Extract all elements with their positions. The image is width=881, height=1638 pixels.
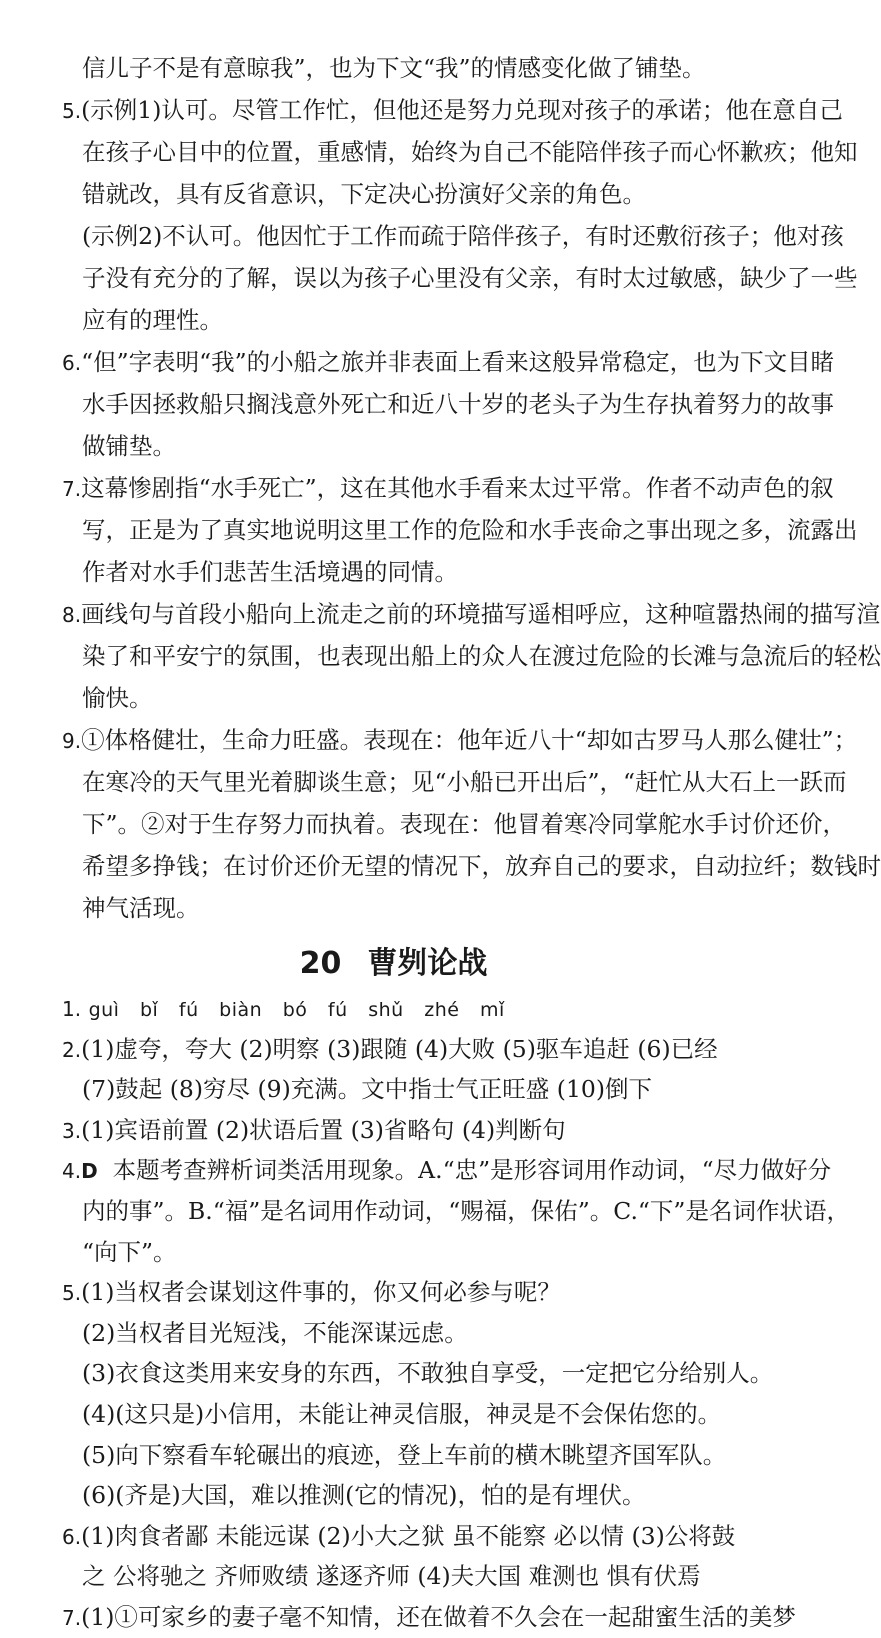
text-line: (2)当权者目光短浅，不能深谋远虑。 (82, 1319, 468, 1347)
answer-4-line (62, 1150, 832, 1190)
text-line: 染了和平安宁的氛围，也表现出船上的众人在渡过危险的长滩与急流后的轻松 (82, 642, 881, 670)
question-number: 9. (62, 729, 82, 753)
text-line: (6)(齐是)大国，难以推测(它的情况)，怕的是有埋伏。 (82, 1481, 646, 1509)
question-number: 8. (62, 603, 82, 627)
text: (示例1)认可。尽管工作忙，但他还是努力兑现对孩子的承诺；他在意自己 (81, 96, 843, 124)
question-number: 1. (62, 997, 82, 1021)
text-line: 神气活现。 (82, 894, 200, 922)
answer-letter: D (81, 1159, 98, 1183)
question-number: 2. (62, 1038, 82, 1062)
text: 本题考查辨析词类活用现象。A.“忠”是形容词用作动词，“尽力做好分 (112, 1156, 832, 1184)
answer-6-line (62, 1516, 757, 1556)
text-line: 在孩子心目中的位置，重感情，始终为自己不能陪伴孩子而心怀歉疚；他知 (82, 138, 858, 166)
answer-1-line (62, 988, 757, 1028)
text-line: 做铺垫。 (82, 432, 176, 460)
text-line: 内的事”。B.“福”是名词用作动词，“赐福，保佑”。C.“下”是名词作状语， (82, 1197, 850, 1225)
question-number: 7. (62, 1606, 82, 1630)
answer-8-line (62, 594, 881, 634)
answer-6-line (62, 342, 835, 382)
text: “但”字表明“我”的小船之旅并非表面上看来这般异常稳定，也为下文目睹 (81, 348, 835, 376)
text-line: 信儿子不是有意晾我”，也为下文“我”的情感变化做了铺垫。 (82, 54, 706, 82)
text-line: 之 公将驰之 齐师败绩 遂逐齐师 (4)夫大国 难测也 惧有伏焉 (82, 1562, 701, 1590)
section-number: 20 (299, 946, 342, 981)
text-line: “向下”。 (82, 1238, 177, 1266)
answer-3-line (62, 1110, 757, 1150)
question-number: 3. (62, 1119, 82, 1143)
text: (1)宾语前置 (2)状语后置 (3)省略句 (4)判断句 (81, 1116, 566, 1144)
text-line: 错就改，具有反省意识，下定决心扮演好父亲的角色。 (82, 180, 646, 208)
text-line: (5)向下察看车轮碾出的痕迹，登上车前的横木眺望齐国军队。 (82, 1441, 727, 1469)
text-line: (示例2)不认可。他因忙于工作而疏于陪伴孩子，有时还敷衍孩子；他对孩 (82, 222, 844, 250)
question-number: 7. (62, 477, 82, 501)
text-line: (7)鼓起 (8)穷尽 (9)充满。文中指士气正旺盛 (10)倒下 (82, 1075, 653, 1103)
section-name: 曹刿论战 (367, 946, 488, 981)
question-number: 4. (62, 1159, 82, 1183)
answer-5-line (62, 90, 843, 130)
text-line: (3)衣食这类用来安身的东西，不敢独自享受，一定把它分给别人。 (82, 1359, 774, 1387)
answer-2-line (62, 1029, 757, 1069)
answer-7-line (62, 1597, 796, 1637)
text-line: 希望多挣钱；在讨价还价无望的情况下，放弃自己的要求，自动拉纤；数钱时 (82, 852, 881, 880)
answer-5-line (62, 1272, 757, 1312)
text-line: 在寒冷的天气里光着脚谈生意；见“小船已开出后”，“赶忙从大石上一跃而 (82, 768, 847, 796)
text: (1)肉食者鄙 未能远谋 (2)小大之狱 虽不能察 必以情 (3)公将鼓 (81, 1522, 736, 1550)
text: ①体格健壮，生命力旺盛。表现在：他年近八十“却如古罗马人那么健壮”； (81, 726, 858, 754)
text: (1)虚夸，夸大 (2)明察 (3)跟随 (4)大败 (5)驱车追赶 (6)已经 (81, 1035, 718, 1063)
pinyin-text: guì bǐ fú biàn bó fú shǔ zhé mǐ (88, 999, 505, 1021)
question-number: 6. (62, 1525, 82, 1549)
question-number: 5. (62, 1281, 82, 1305)
text-line: 水手因拯救船只搁浅意外死亡和近八十岁的老头子为生存执着努力的故事 (82, 390, 834, 418)
answer-9-line (62, 720, 858, 760)
text-line: 愉快。 (82, 684, 153, 712)
text-line: 下”。②对于生存努力而执着。表现在：他冒着寒冷同掌舵水手讨价还价， (82, 810, 847, 838)
text-line: (4)(这只是)小信用，未能让神灵信服，神灵是不会保佑您的。 (82, 1400, 722, 1428)
text-line: 子没有充分的了解，误以为孩子心里没有父亲，有时太过敏感，缺少了一些 (82, 264, 858, 292)
text: 画线句与首段小船向上流走之前的环境描写遥相呼应，这种喧嚣热闹的描写渲 (81, 600, 881, 628)
text: (1)当权者会谋划这件事的，你又何必参与呢？ (81, 1278, 561, 1306)
question-number: 6. (62, 351, 82, 375)
text-line: 写，正是为了真实地说明这里工作的危险和水手丧命之事出现之多，流露出 (82, 516, 858, 544)
text: (1)①可家乡的妻子毫不知情，还在做着不久会在一起甜蜜生活的美梦 (81, 1603, 796, 1631)
answer-7-line (62, 468, 834, 508)
text-line: 作者对水手们悲苦生活境遇的同情。 (82, 558, 458, 586)
text-line: 应有的理性。 (82, 306, 223, 334)
question-number: 5. (62, 99, 82, 123)
section-title (0, 940, 787, 988)
text: 这幕惨剧指“水手死亡”，这在其他水手看来太过平常。作者不动声色的叙 (81, 474, 834, 502)
